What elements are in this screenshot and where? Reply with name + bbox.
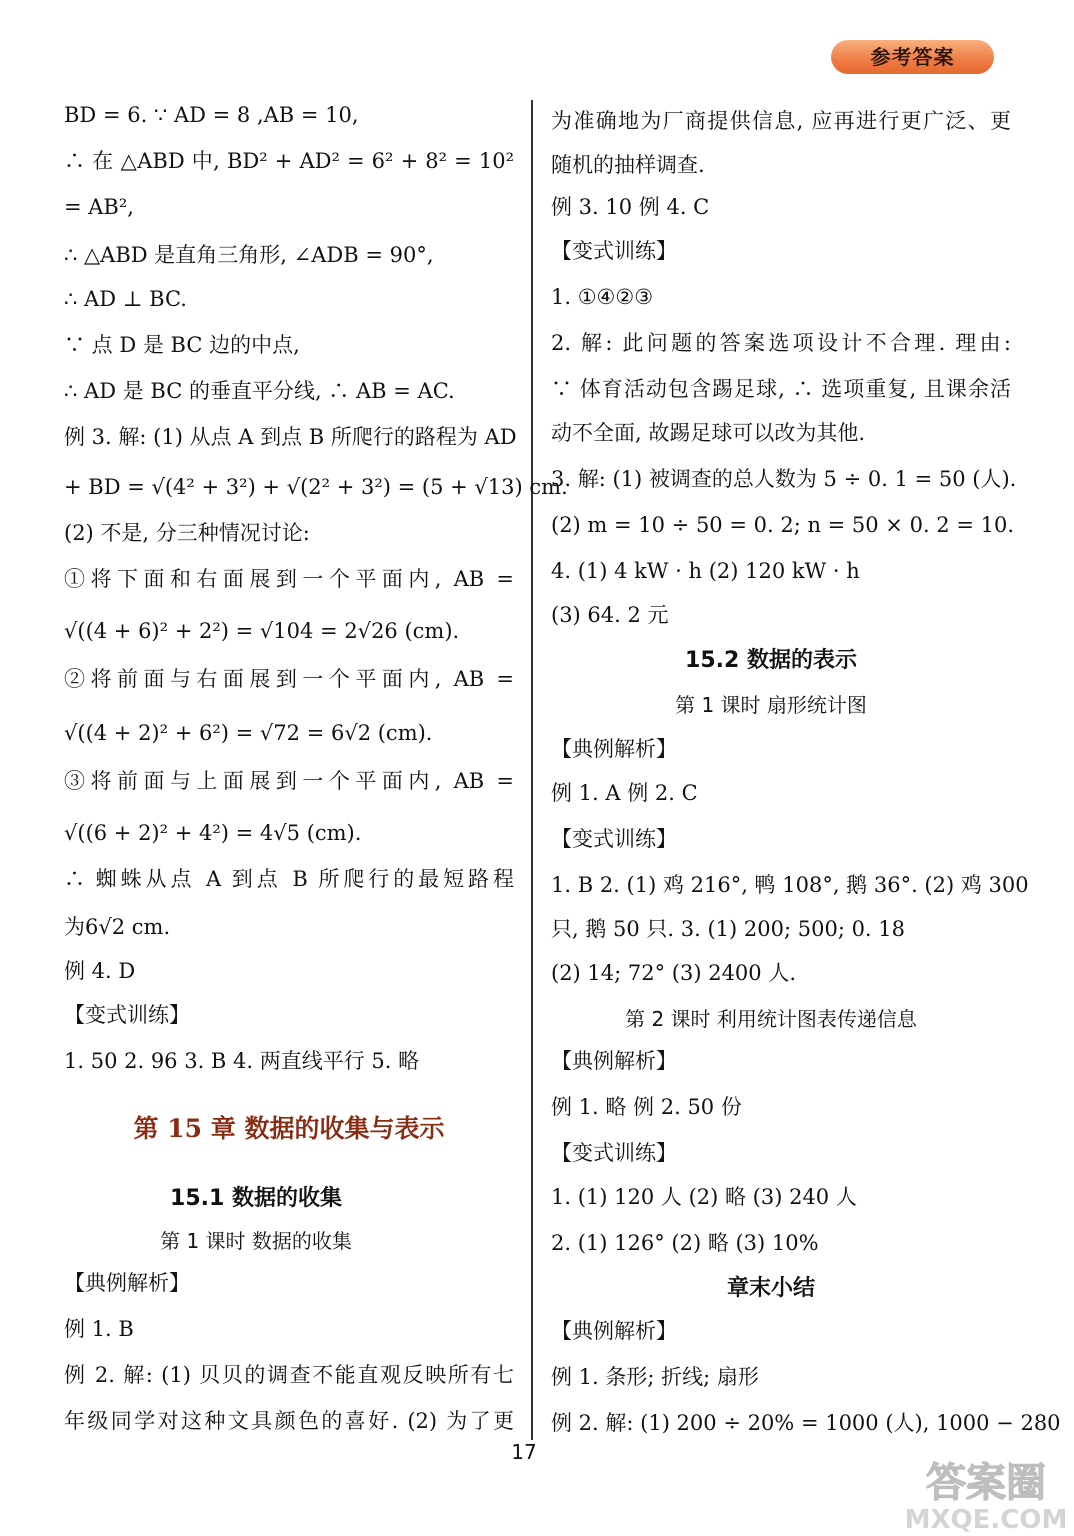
lesson-title-15-2-2: 第 2 课时 利用统计图表传递信息 (625, 1007, 917, 1031)
right-text-line: ∵ 体育活动包含踢足球, ∴ 选项重复, 且课余活 (551, 377, 1011, 401)
left-text-line: BD = 6. ∵ AD = 8 ,AB = 10, (64, 103, 359, 127)
right-text-line: 只, 鹅 50 只. 3. (1) 200; 500; 0. 18 (551, 917, 906, 941)
right-text-line: 1. (1) 120 人 (2) 略 (3) 240 人 (551, 1185, 857, 1209)
left-text-line: 为6√2 cm. (64, 915, 171, 939)
column-divider (531, 100, 533, 1440)
right-text-line: 1. B 2. (1) 鸡 216°, 鸭 108°, 鹅 36°. (2) 鸡 300 (551, 873, 1029, 897)
right-text-line: (2) m = 10 ÷ 50 = 0. 2; n = 50 × 0. 2 = 10. (551, 513, 1014, 537)
answer-key-badge: 参考答案 (831, 40, 994, 74)
left-text-line: = AB², (64, 195, 134, 219)
chapter-summary-title: 章末小结 (726, 1276, 815, 1301)
right-heading: 【典例解析】 (551, 1049, 677, 1073)
right-text-line: 例 2. 解: (1) 200 ÷ 20% = 1000 (人), 1000 − 280 (551, 1411, 1061, 1435)
right-text-line: 2. (1) 126° (2) 略 (3) 10% (551, 1231, 819, 1255)
watermark-text: 答案圈 (926, 1460, 1046, 1506)
watermark-logo (898, 1450, 1074, 1536)
left-text-line: 例 2. 解: (1) 贝贝的调查不能直观反映所有七 (64, 1363, 514, 1387)
right-heading: 【典例解析】 (551, 1319, 677, 1343)
left-text-line: ∴ △ABD 是直角三角形, ∠ADB = 90°, (64, 243, 434, 267)
left-text-line: 年级同学对这种文具颜色的喜好. (2) 为了更 (64, 1409, 514, 1433)
left-text-line: ∴ 蜘蛛从点 A 到点 B 所爬行的最短路程 (64, 867, 514, 891)
left-text-line: ∴ AD 是 BC 的垂直平分线, ∴ AB = AC. (64, 379, 455, 403)
lesson-title-15-2-1: 第 1 课时 扇形统计图 (675, 693, 867, 717)
left-text-line: √((4 + 2)² + 6²) = √72 = 6√2 (cm). (64, 721, 433, 745)
chapter-title: 第 15 章 数据的收集与表示 (133, 1114, 445, 1143)
right-heading: 【变式训练】 (551, 239, 677, 263)
left-text-line: + BD = √(4² + 3²) + √(2² + 3²) = (5 + √13) cm. (64, 475, 568, 499)
right-heading: 【典例解析】 (551, 737, 677, 761)
right-text-line: 随机的抽样调查. (551, 153, 705, 177)
right-text-line: 动不全面, 故踢足球可以改为其他. (551, 421, 866, 445)
right-text-line: 4. (1) 4 kW · h (2) 120 kW · h (551, 559, 860, 583)
section-title-15-1: 15.1 数据的收集 (170, 1186, 342, 1211)
left-text-line: 例 3. 解: (1) 从点 A 到点 B 所爬行的路程为 AD (64, 425, 517, 449)
left-heading: 【典例解析】 (64, 1271, 190, 1295)
left-heading: 【变式训练】 (64, 1003, 190, 1027)
left-text-line: (2) 不是, 分三种情况讨论: (64, 521, 310, 545)
left-text-line: √((6 + 2)² + 4²) = 4√5 (cm). (64, 821, 362, 845)
section-title-15-2: 15.2 数据的表示 (685, 648, 857, 673)
right-text-line: 例 1. A 例 2. C (551, 781, 698, 805)
right-text-line: 3. 解: (1) 被调查的总人数为 5 ÷ 0. 1 = 50 (人). (551, 467, 1017, 491)
right-text-line: 例 1. 条形; 折线; 扇形 (551, 1365, 759, 1389)
right-text-line: 为准确地为厂商提供信息, 应再进行更广泛、更 (551, 109, 1011, 133)
left-text-line: ①将下面和右面展到一个平面内, AB = (64, 567, 514, 591)
lesson-title-15-1-1: 第 1 课时 数据的收集 (160, 1229, 352, 1253)
right-text-line: 1. ①④②③ (551, 285, 654, 309)
left-text-line: 1. 50 2. 96 3. B 4. 两直线平行 5. 略 (64, 1049, 420, 1073)
right-text-line: (3) 64. 2 元 (551, 603, 669, 627)
right-text-line: (2) 14; 72° (3) 2400 人. (551, 961, 797, 985)
right-text-line: 例 3. 10 例 4. C (551, 195, 710, 219)
left-text-line: ∴ AD ⊥ BC. (64, 287, 187, 311)
watermark-url: MXQE.COM (904, 1505, 1068, 1535)
right-text-line: 2. 解: 此问题的答案选项设计不合理. 理由: (551, 331, 1011, 355)
page-number: 17 (511, 1440, 537, 1464)
right-text-line: 例 1. 略 例 2. 50 份 (551, 1095, 742, 1119)
left-text-line: 例 1. B (64, 1317, 134, 1341)
right-heading: 【变式训练】 (551, 1141, 677, 1165)
left-text-line: ∵ 点 D 是 BC 边的中点, (64, 333, 300, 357)
left-text-line: 例 4. D (64, 959, 136, 983)
left-text-line: ∴ 在 △ABD 中, BD² + AD² = 6² + 8² = 10² (64, 149, 514, 173)
left-text-line: ③将前面与上面展到一个平面内, AB = (64, 769, 514, 793)
left-text-line: ②将前面与右面展到一个平面内, AB = (64, 667, 514, 691)
right-heading: 【变式训练】 (551, 827, 677, 851)
left-text-line: √((4 + 6)² + 2²) = √104 = 2√26 (cm). (64, 619, 460, 643)
